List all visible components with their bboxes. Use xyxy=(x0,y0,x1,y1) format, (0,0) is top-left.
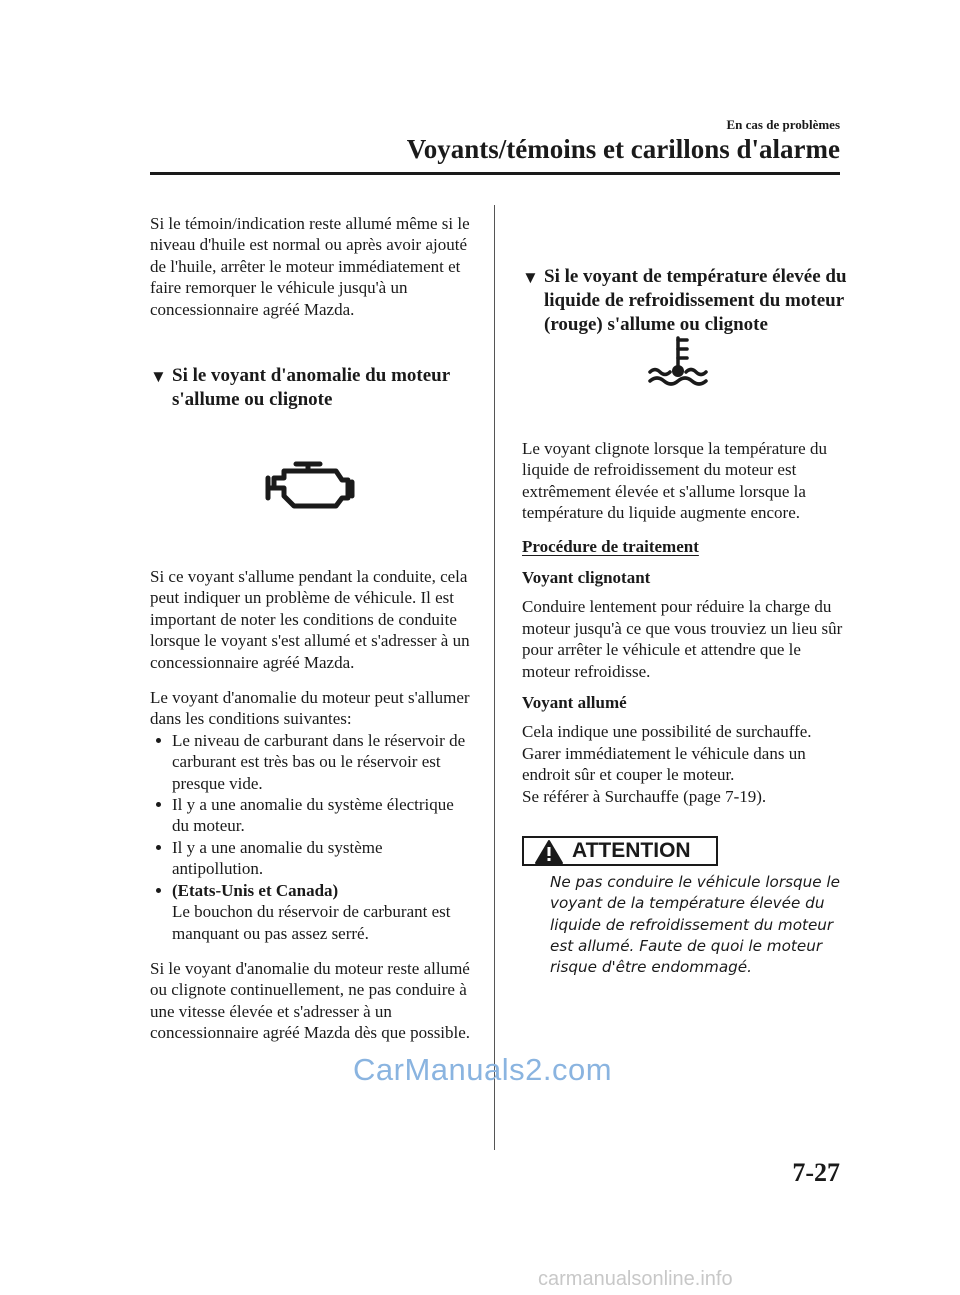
procedure-heading: Procédure de traitement xyxy=(522,536,699,556)
engine-warning-paragraph: Si ce voyant s'allume pendant la conduite, cela peut indiquer un problème de véhicule. Il est important de noter les conditions de conduite lorsque le voyant s'est allumé et s'adresser à un concessionnaire agréé Mazda. xyxy=(150,567,470,672)
list-item: Il y a une anomalie du système antipollution. xyxy=(150,837,475,880)
footer-watermark: carmanualsonline.info xyxy=(538,1268,733,1290)
bullet-icon xyxy=(156,845,161,850)
watermark: CarManuals2.com xyxy=(353,1052,613,1087)
flashing-subheading: Voyant clignotant xyxy=(522,568,651,588)
warning-triangle-icon xyxy=(534,839,564,870)
bullet-icon xyxy=(156,738,161,743)
chapter-label: En cas de problèmes xyxy=(726,117,840,132)
intro-paragraph: Si le témoin/indication reste allumé même si le niveau d'huile est normal ou après avoir ajouté de l'huile, arrêter le moteur immédiatement et faire remorquer le véhicule jusqu'à un concessionnaire agréé Mazda. xyxy=(150,214,470,319)
conditions-intro: Le voyant d'anomalie du moteur peut s'allumer dans les conditions suivantes: xyxy=(150,688,470,729)
coolant-warning-heading xyxy=(522,265,869,337)
conditions-list xyxy=(150,730,475,944)
attention-box xyxy=(522,836,718,866)
page-number: 7-27 xyxy=(792,1158,840,1187)
region-text: Le bouchon du réservoir de carburant est manquant ou pas assez serré. xyxy=(172,902,451,943)
lit-paragraph: Cela indique une possibilité de surchauffe. Garer immédiatement le véhicule dans un endroit sûr et couper le moteur. xyxy=(522,722,812,785)
coolant-paragraph: Le voyant clignote lorsque la température du liquide de refroidissement du moteur est extrêmement élevée et s'allume lorsque la température du liquide augmente encore. xyxy=(522,439,827,523)
engine-warning-heading xyxy=(150,364,472,412)
list-item: Le niveau de carburant dans le réservoir de carburant est très bas ou le réservoir est presque vide. xyxy=(150,730,475,794)
closing-paragraph: Si le voyant d'anomalie du moteur reste allumé ou clignote continuellement, ne pas conduire à une vitesse élevée et s'adresser à un concessionnaire agréé Mazda dès que possible. xyxy=(150,958,471,1043)
list-item xyxy=(150,880,475,944)
triangle-marker-icon: ▼ xyxy=(522,268,539,287)
left-column xyxy=(150,213,470,320)
attention-text: Ne pas conduire le véhicule lorsque le voyant de la température élevée du liquide de refroidissement du moteur est allumé. Faute de quoi le moteur risque d'être endommagé. xyxy=(550,873,840,977)
section-title: Voyants/témoins et carillons d'alarme xyxy=(406,134,840,164)
region-label: (Etats-Unis et Canada) xyxy=(172,880,339,900)
attention-label: ATTENTION xyxy=(572,839,691,862)
flashing-paragraph: Conduire lentement pour réduire la charge du moteur jusqu'à ce que vous trouviez un lieu sûr pour arrêter le véhicule et attendre que le moteur refroidisse. xyxy=(522,597,843,681)
engine-warning-heading-text: Si le voyant d'anomalie du moteur s'allume ou clignote xyxy=(172,365,450,410)
list-item: Il y a une anomalie du système électrique du moteur. xyxy=(150,794,475,837)
check-engine-icon xyxy=(264,458,356,514)
header-rule xyxy=(150,172,840,175)
lit-subheading: Voyant allumé xyxy=(522,693,627,713)
right-body xyxy=(522,438,844,807)
column-divider xyxy=(494,205,495,1150)
triangle-marker-icon: ▼ xyxy=(150,367,167,386)
bullet-icon xyxy=(156,888,161,893)
overheat-reference: Se référer à Surchauffe (page 7-19). xyxy=(522,786,767,806)
coolant-warning-heading-text: Si le voyant de température élevée du liquide de refroidissement du moteur (rouge) s'allume ou clignote xyxy=(544,266,847,335)
coolant-temperature-icon xyxy=(646,334,710,386)
bullet-icon xyxy=(156,802,161,807)
left-body xyxy=(150,566,475,1044)
